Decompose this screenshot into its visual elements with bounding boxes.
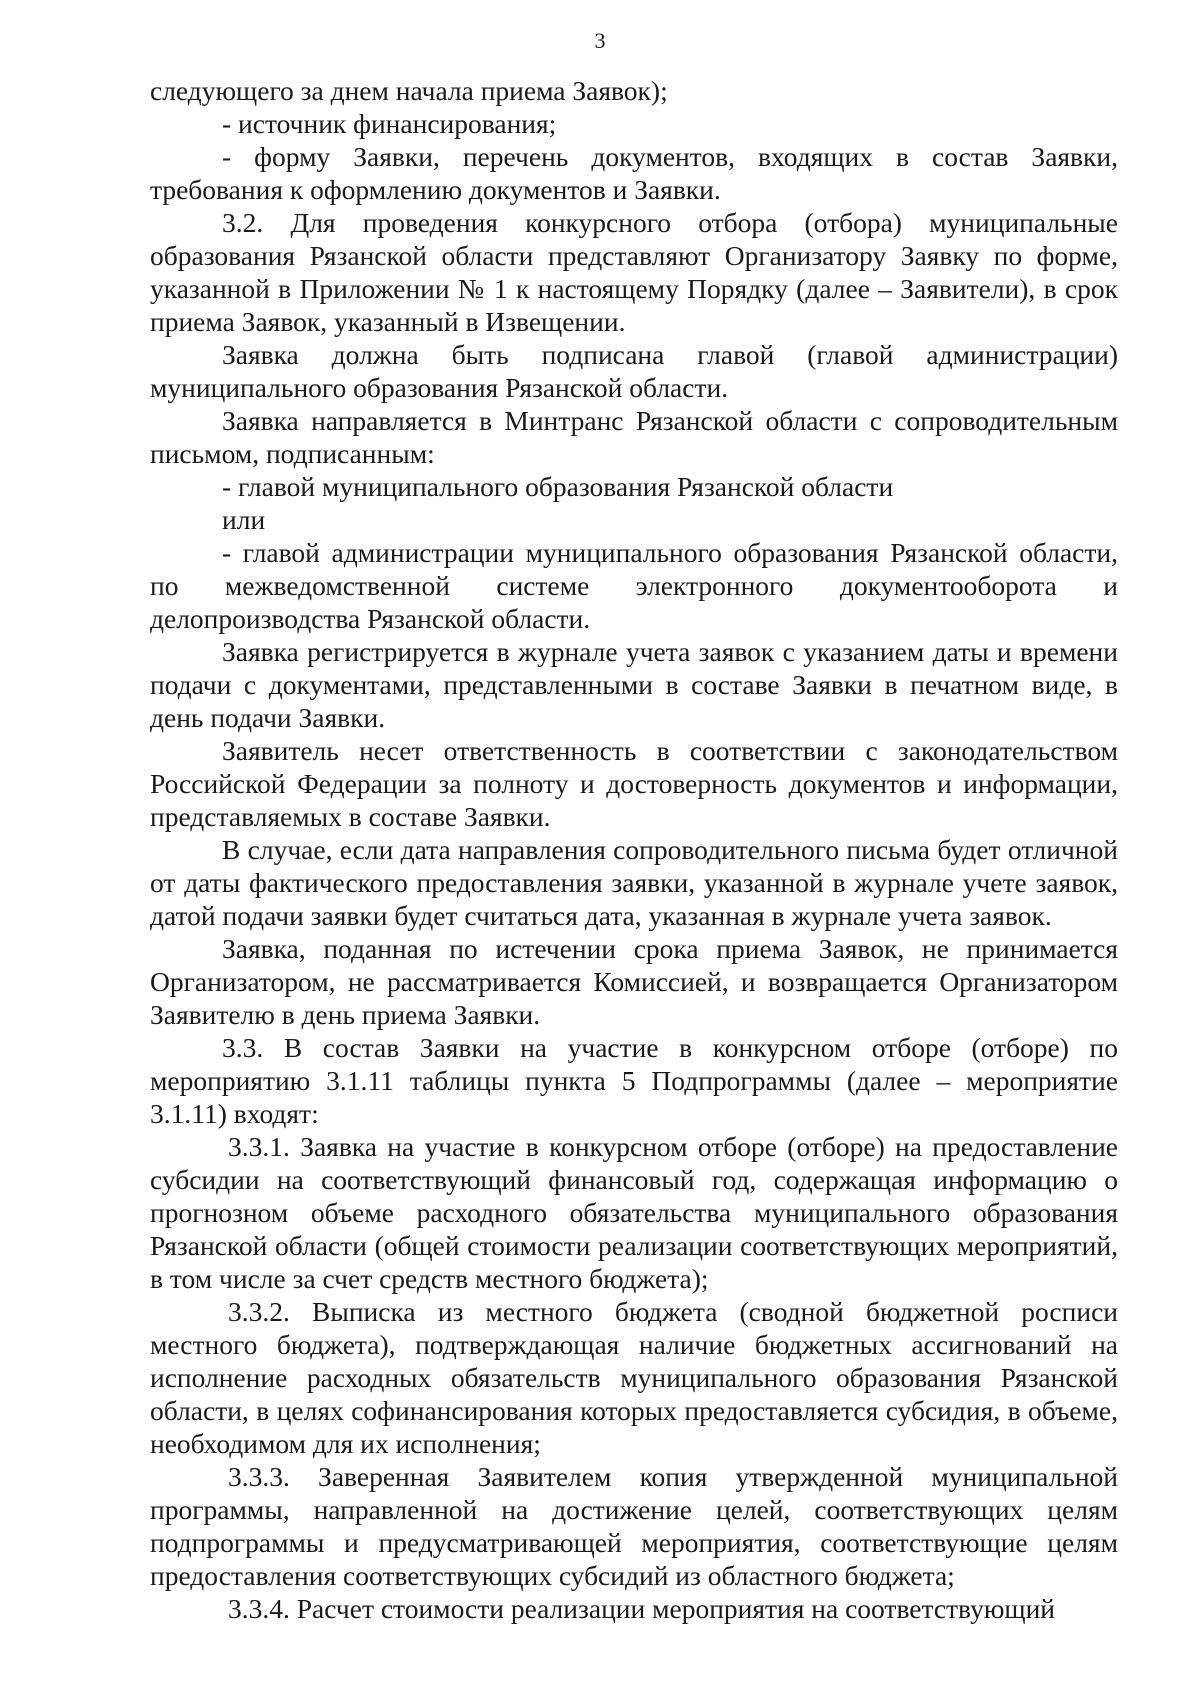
list-item-head-of-administration: - главой администрации муниципального образования Рязанской области, по межведомственной системе электронного документооборота и делопроизводства Рязанской области. bbox=[150, 537, 1118, 634]
paragraph-responsibility: Заявитель несет ответственность в соответствии с законодательством Российской Федерации за полноту и достоверность документов и информации, представляемых в составе Заявки. bbox=[150, 735, 1118, 832]
list-item-funding-source: - источник финансирования; bbox=[222, 108, 557, 139]
page-number: 3 bbox=[594, 28, 606, 53]
paragraph-late-submission: Заявка, поданная по истечении срока приема Заявок, не принимается Организатором, не рассматривается Комиссией, и возвращается Организатором Заявителю в день приема Заявки. bbox=[150, 933, 1118, 1030]
clause-3-2: 3.2. Для проведения конкурсного отбора (отбора) муниципальные образования Рязанской области представляют Организатору Заявку по форме, указанной в Приложении № 1 к настоящему Порядку (далее – Заявители), в срок приема Заявок, указанный в Извещении. bbox=[150, 207, 1118, 337]
paragraph-submission-date: В случае, если дата направления сопроводительного письма будет отличной от даты фактического предоставления заявки, указанной в журнале учете заявок, датой подачи заявки будет считаться дата, указанная в журнале учета заявок. bbox=[150, 834, 1118, 931]
clause-3-3-3: 3.3.3. Заверенная Заявителем копия утвержденной муниципальной программы, направленной на достижение целей, соответствующих целям подпрограммы и предусматривающей мероприятия, соответствующие целям предоставления соответствующих субсидий из областного бюджета; bbox=[150, 1461, 1118, 1591]
paragraph-cover-letter: Заявка направляется в Минтранс Рязанской области с сопроводительным письмом, подписанным: bbox=[150, 405, 1118, 469]
clause-3-3-2: 3.3.2. Выписка из местного бюджета (сводной бюджетной росписи местного бюджета), подтверждающая наличие бюджетных ассигнований на исполнение расходных обязательств муниципального образования Рязанской области, в целях софинансирования которых предоставляется субсидия, в объеме, необходимом для их исполнения; bbox=[150, 1296, 1118, 1459]
list-item-application-form: - форму Заявки, перечень документов, входящих в состав Заявки, требования к оформлению документов и Заявки. bbox=[150, 141, 1118, 205]
document-body bbox=[150, 74, 1118, 1625]
paragraph-continuation: следующего за днем начала приема Заявок); bbox=[150, 75, 668, 106]
list-item-or: или bbox=[222, 504, 266, 535]
paragraph-signature-requirement: Заявка должна быть подписана главой (главой администрации) муниципального образования Рязанской области. bbox=[150, 339, 1118, 403]
list-item-head-of-municipality: - главой муниципального образования Рязанской области bbox=[222, 471, 894, 502]
paragraph-registration: Заявка регистрируется в журнале учета заявок с указанием даты и времени подачи с документами, представленными в составе Заявки в печатном виде, в день подачи Заявки. bbox=[150, 636, 1118, 733]
clause-3-3-1: 3.3.1. Заявка на участие в конкурсном отборе (отборе) на предоставление субсидии на соответствующий финансовый год, содержащая информацию о прогнозном объеме расходного обязательства муниципального образования Рязанской области (общей стоимости реализации соответствующих мероприятий, в том числе за счет средств местного бюджета); bbox=[150, 1131, 1118, 1294]
clause-3-3: 3.3. В состав Заявки на участие в конкурсном отборе (отборе) по мероприятию 3.1.11 таблицы пункта 5 Подпрограммы (далее – мероприятие 3.1.11) входят: bbox=[150, 1032, 1118, 1129]
clause-3-3-4: 3.3.4. Расчет стоимости реализации мероприятия на соответствующий bbox=[228, 1593, 1056, 1624]
